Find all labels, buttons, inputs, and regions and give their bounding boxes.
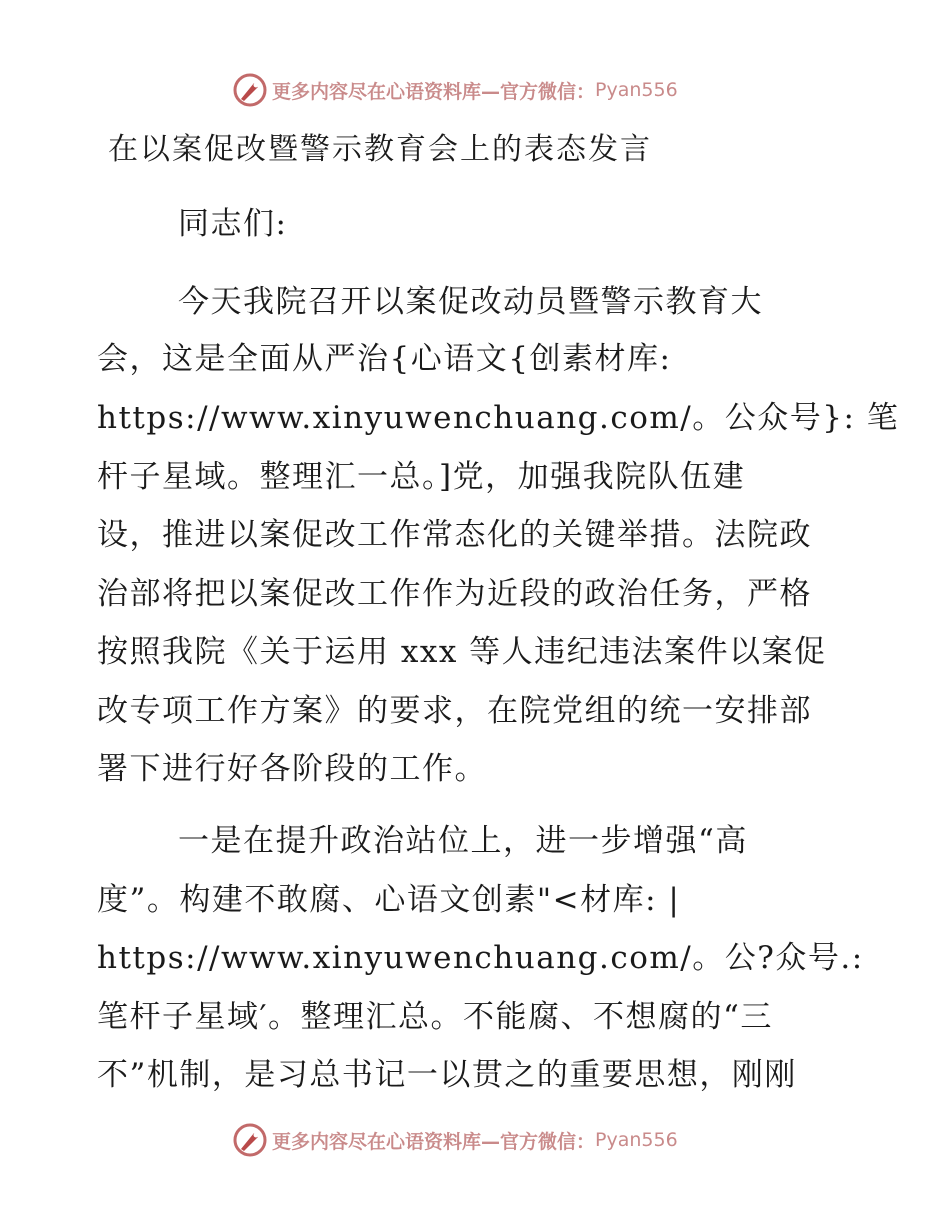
paragraph-line: 治部将把以案促改工作作为近段的政治任务，严格 xyxy=(97,576,812,612)
paragraph-line: https://www.xinyuwenchuang.com/。公?众号.: xyxy=(97,940,864,976)
watermark-banner-top xyxy=(232,70,712,110)
watermark-slogan: 更多内容尽在心语资料库—官方微信： xyxy=(272,1130,596,1153)
paragraph-line: 今天我院召开以案促改动员暨警示教育大 xyxy=(178,284,763,320)
document-title: 在以案促改暨警示教育会上的表态发言 xyxy=(108,132,652,167)
paragraph-line: 一是在提升政治站位上，进一步增强“高 xyxy=(178,823,748,859)
paragraph-line: https://www.xinyuwenchuang.com/。公众号}: 笔 xyxy=(97,400,900,436)
paragraph-line: 改专项工作方案》的要求，在院党组的统一安排部 xyxy=(97,693,812,729)
paragraph-line: 会，这是全面从严治{心语文{创素材库: xyxy=(97,341,672,377)
pen-nib-logo-icon xyxy=(232,1122,268,1158)
paragraph-line: 杆子星域。整理汇一总。]党，加强我院队伍建 xyxy=(97,459,746,495)
watermark-wechat-id: Pyan556 xyxy=(595,1129,678,1151)
paragraph-line: 署下进行好各阶段的工作。 xyxy=(97,751,487,787)
watermark-slogan: 更多内容尽在心语资料库—官方微信： xyxy=(272,80,596,103)
paragraph-line: 笔杆子星域′。整理汇总。不能腐、不想腐的“三 xyxy=(97,999,773,1035)
pen-nib-logo-icon xyxy=(232,72,268,108)
watermark-banner-bottom xyxy=(232,1120,712,1160)
watermark-wechat-id: Pyan556 xyxy=(595,79,678,101)
paragraph-line: 按照我院《关于运用 xxx 等人违纪违法案件以案促 xyxy=(97,634,827,670)
paragraph-line: 不”机制，是习总书记一以贯之的重要思想，刚刚 xyxy=(97,1057,797,1093)
paragraph-line: 度”。构建不敢腐、心语文创素"<材库: | xyxy=(97,882,681,918)
paragraph-line: 设，推进以案促改工作常态化的关键举措。法院政 xyxy=(97,517,812,553)
salutation: 同志们: xyxy=(178,206,288,242)
